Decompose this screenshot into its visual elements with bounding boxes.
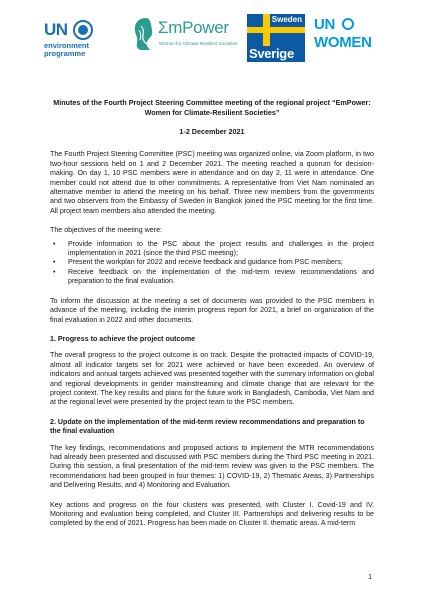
- section-2-paragraph-1: The key findings, recommendations and proposed actions to implement the MTR recommendations had already been presented and discussed with PSC members during the Third PSC meeting in 2021. During this session, a final presentation of the mid-term review was given to the PSC members. The recommendations had been grouped in four themes: 1) COVID-19, 2) Thematic Areas, 3) Partnerships and Delivering Results, and 4) Monitoring and Evaluation.: [50, 443, 374, 490]
- unep-logo: [44, 14, 124, 62]
- un-women-logo-line1: UN: [314, 16, 336, 33]
- bullet-icon: •: [53, 258, 56, 267]
- objectives-list: [50, 240, 374, 287]
- woman-profile-icon: [132, 16, 156, 52]
- meeting-date: 1-2 December 2021: [179, 127, 245, 136]
- section-1-heading: 1. Progress to achieve the project outcome: [50, 334, 196, 343]
- bullet-icon: •: [53, 267, 56, 276]
- list-item: • Present the workplan for 2022 and receive feedback and guidance from PSC members;: [53, 258, 343, 267]
- document-body: [50, 98, 374, 529]
- un-emblem-icon: [73, 20, 93, 40]
- intro-paragraph: The Fourth Project Steering Committee (PSC) meeting was organized online, via Zoom platform, in two two-hour sessions held on 1 and 2 December 2021. The meeting reached a quorum for decision-making. On day 1, 10 PSC members were in attendance and on day 2, 11 were in attendance. One member could not attend due to other commitments. A representative from Viet Nam nominated an alternative member to attend the meeting on his behalf. Three new members from the governments and two observers from the Embassy of Sweden in Bangkok joined the PSC meeting for the first time. All project team members also attended the meeting.: [50, 150, 374, 215]
- section-2-paragraph-2: Key actions and progress on the four clusters was presented, with Cluster I. Covid-19 and IV. Monitoring and evaluation being completed, and Cluster III. Partnerships and delivering results to be completed by the end of 2021. Progress has been made on Cluster II. thematic areas. A mid-term: [50, 500, 374, 528]
- list-item: • Receive feedback on the implementation of the mid-term review recommendations and preparation to the final evaluation.: [53, 267, 374, 286]
- sweden-logo-line1: Sweden: [271, 15, 302, 24]
- logo-bar: [44, 14, 380, 62]
- empower-tagline: Women for Climate-Resilient Societies: [159, 41, 238, 46]
- unep-logo-line1: environment: [44, 41, 90, 50]
- un-women-emblem-icon: [342, 18, 354, 30]
- documents-paragraph: To inform the discussion at the meeting a set of documents was provided to the PSC members in advance of the meeting, including the interim progress report for 2021, a brief on organization of the final evaluation in 2022 and other documents.: [50, 296, 374, 324]
- list-item: • Provide information to the PSC about the project results and challenges in the project implementation in 2021 (since the third PSC meeting);: [53, 239, 374, 258]
- unep-logo-line2: programme: [44, 49, 86, 58]
- bullet-icon: •: [53, 239, 56, 248]
- empower-wordmark: ΣmPower: [158, 18, 229, 37]
- section-2-heading: 2. Update on the implementation of the mid-term review recommendations and preparation to the final evaluation: [50, 417, 365, 436]
- un-women-logo: [314, 14, 380, 62]
- sweden-logo: [247, 14, 305, 62]
- swedish-flag-icon: [247, 14, 305, 46]
- sweden-logo-line2: Sverige: [249, 46, 294, 61]
- section-1-paragraph: The overall progress to the project outcome is on track. Despite the protracted impacts of COVID-19, almost all indicator targets set for 2021 were achieved or have been exceeded. An overview of indicators and annual targets achieved was presented together with the summary information on global and regional developments in gender mainstreaming and climate change that are relevant for the project context. The key results and plans for the future work in Bangladesh, Cambodia, Viet Nam and at the regional level were presented by the project team to the PSC members.: [50, 351, 374, 407]
- un-women-logo-line2: WOMEN: [314, 34, 372, 51]
- unep-logo-un-text: UN: [44, 20, 68, 39]
- empower-logo: [132, 14, 236, 62]
- document-title: Minutes of the Fourth Project Steering Committee meeting of the regional project “EmPower: Women for Climate-Resilient Societies”: [53, 98, 371, 117]
- objectives-intro: The objectives of the meeting were:: [50, 226, 162, 235]
- page-number: 1: [368, 574, 372, 581]
